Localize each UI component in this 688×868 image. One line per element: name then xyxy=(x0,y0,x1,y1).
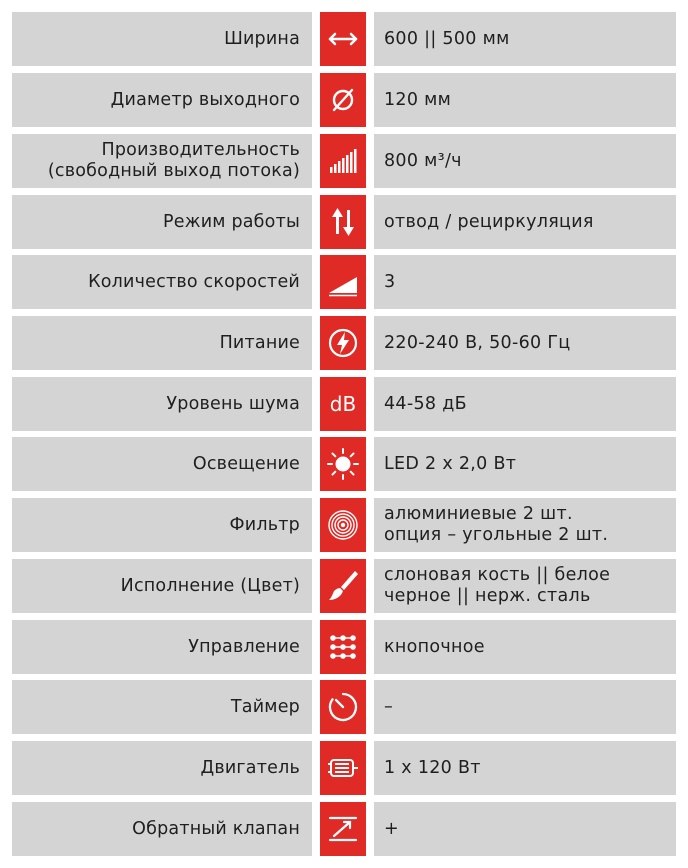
timer-icon xyxy=(320,680,366,734)
label-text: Управление xyxy=(188,636,300,657)
diameter-icon xyxy=(320,73,366,127)
spec-value-motor xyxy=(374,741,676,795)
spec-row xyxy=(12,620,676,674)
label-text: Количество скоростей xyxy=(88,271,300,292)
spec-value-speeds xyxy=(374,255,676,309)
up-down-arrows-icon xyxy=(320,195,366,249)
spec-row xyxy=(12,377,676,431)
value-lines xyxy=(384,504,608,546)
label-text: Таймер xyxy=(230,696,300,717)
label-lines xyxy=(48,140,300,182)
spec-row xyxy=(12,498,676,552)
spec-row xyxy=(12,741,676,795)
label-text: Фильтр xyxy=(229,514,300,535)
value-lines xyxy=(384,565,610,607)
value-line: алюминиевые 2 шт. xyxy=(384,504,573,524)
db-icon xyxy=(320,377,366,431)
valve-icon xyxy=(320,802,366,856)
spec-value-filter xyxy=(374,498,676,552)
spec-label-mode xyxy=(12,195,312,249)
value-text: – xyxy=(384,696,394,717)
value-text: 220-240 В, 50-60 Гц xyxy=(384,332,571,353)
brush-icon xyxy=(320,559,366,613)
value-line: черное || нерж. сталь xyxy=(384,586,591,606)
value-text: + xyxy=(384,818,399,839)
spec-label-filter xyxy=(12,498,312,552)
spec-value-mode xyxy=(374,195,676,249)
value-text: отвод / рециркуляция xyxy=(384,211,594,232)
spec-label-finish xyxy=(12,559,312,613)
spec-value-performance xyxy=(374,134,676,188)
filter-rings-icon xyxy=(320,498,366,552)
label-text: Обратный клапан xyxy=(132,818,300,839)
spec-row xyxy=(12,73,676,127)
spec-row xyxy=(12,195,676,249)
lightning-icon xyxy=(320,316,366,370)
value-text: 44-58 дБ xyxy=(384,393,467,414)
spec-row xyxy=(12,134,676,188)
spec-row xyxy=(12,802,676,856)
speed-wedge-icon xyxy=(320,255,366,309)
value-text: 120 мм xyxy=(384,89,452,110)
spec-label-control xyxy=(12,620,312,674)
spec-value-power xyxy=(374,316,676,370)
value-text: 3 xyxy=(384,271,396,292)
db-icon-text: dB xyxy=(329,392,357,416)
label-text: Освещение xyxy=(192,453,300,474)
label-text: Двигатель xyxy=(200,757,300,778)
spec-value-finish xyxy=(374,559,676,613)
spec-label-lighting xyxy=(12,437,312,491)
spec-row xyxy=(12,680,676,734)
spec-label-noise xyxy=(12,377,312,431)
spec-row xyxy=(12,12,676,66)
spec-value-outlet-diameter xyxy=(374,73,676,127)
label-text: Режим работы xyxy=(163,211,300,232)
value-text: 1 x 120 Вт xyxy=(384,757,481,778)
spec-label-width xyxy=(12,12,312,66)
label-text: Исполнение (Цвет) xyxy=(120,575,300,596)
spec-value-control xyxy=(374,620,676,674)
value-text: 800 м³/ч xyxy=(384,150,462,171)
label-line: Производительность xyxy=(101,140,300,160)
spec-row xyxy=(12,559,676,613)
double-arrow-icon xyxy=(320,12,366,66)
spec-row xyxy=(12,255,676,309)
spec-row xyxy=(12,316,676,370)
label-line: (свободный выход потока) xyxy=(47,161,300,181)
label-text: Питание xyxy=(219,332,300,353)
spec-label-motor xyxy=(12,741,312,795)
spec-label-power xyxy=(12,316,312,370)
spec-value-noise xyxy=(374,377,676,431)
spec-label-timer xyxy=(12,680,312,734)
label-text: Уровень шума xyxy=(166,393,300,414)
spec-value-lighting xyxy=(374,437,676,491)
label-text: Ширина xyxy=(224,28,300,49)
light-burst-icon xyxy=(320,437,366,491)
value-line: опция – угольные 2 шт. xyxy=(384,525,609,545)
motor-icon xyxy=(320,741,366,795)
spec-label-outlet-diameter xyxy=(12,73,312,127)
value-text: 600 || 500 мм xyxy=(384,28,510,49)
spec-label-performance xyxy=(12,134,312,188)
spec-value-check-valve xyxy=(374,802,676,856)
spec-row xyxy=(12,437,676,491)
value-line: слоновая кость || белое xyxy=(384,565,611,585)
button-grid-icon xyxy=(320,620,366,674)
value-text: LED 2 x 2,0 Вт xyxy=(384,453,517,474)
value-text: кнопочное xyxy=(384,636,485,657)
spec-value-width xyxy=(374,12,676,66)
bars-icon xyxy=(320,134,366,188)
label-text: Диаметр выходного xyxy=(110,89,300,110)
spec-label-speeds xyxy=(12,255,312,309)
spec-label-check-valve xyxy=(12,802,312,856)
spec-value-timer xyxy=(374,680,676,734)
